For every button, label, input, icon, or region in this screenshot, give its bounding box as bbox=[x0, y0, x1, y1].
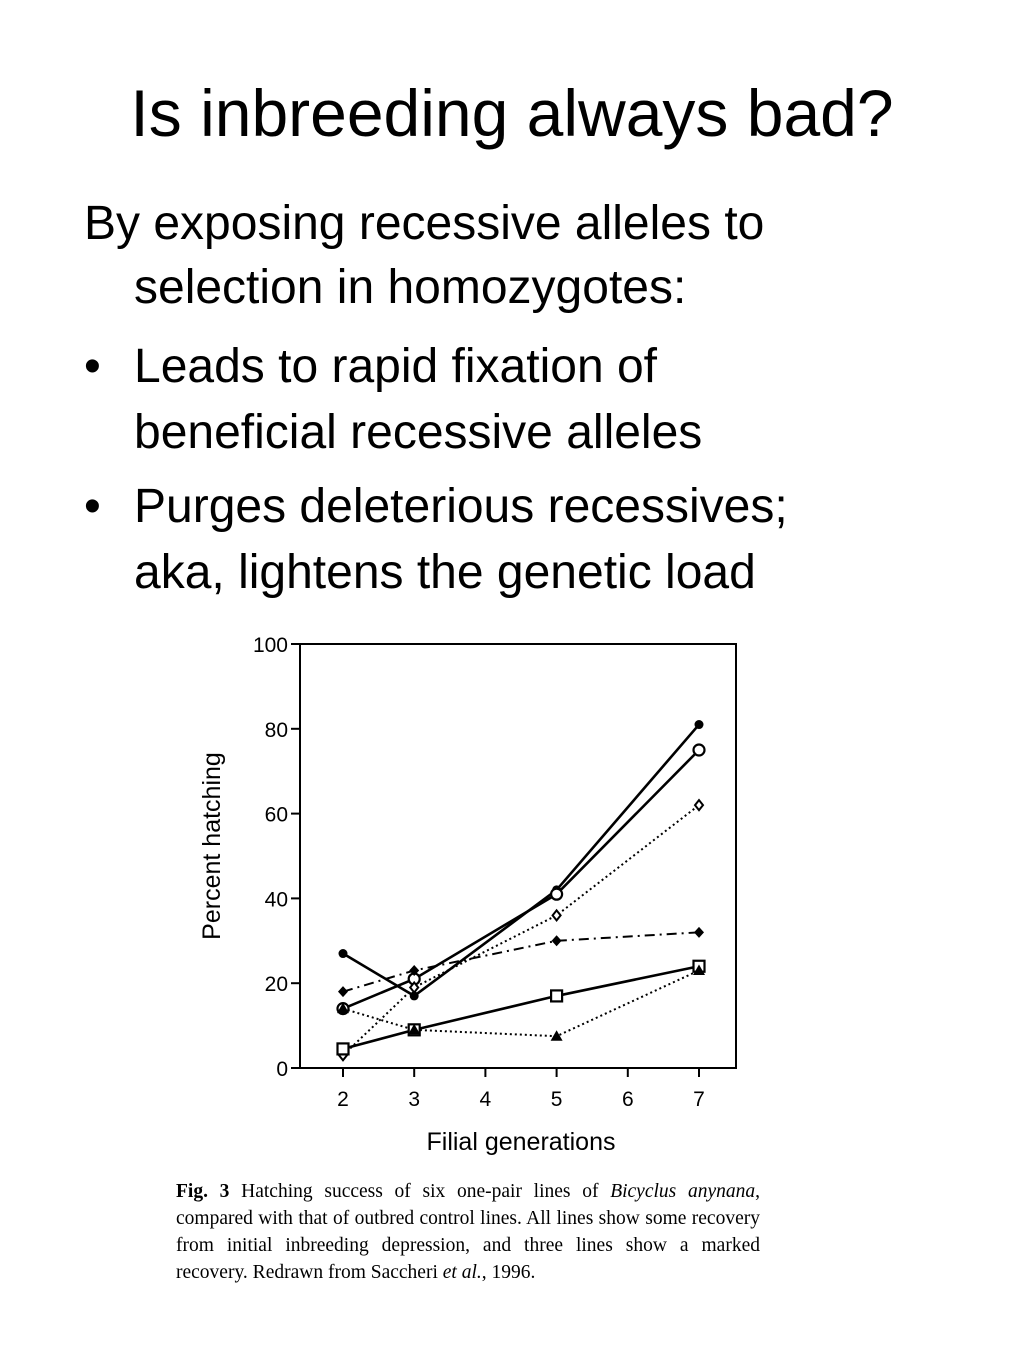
x-tick-label: 4 bbox=[479, 1088, 492, 1111]
bullet-text: Purges deleterious recessives; aka, lightens the genetic load bbox=[134, 480, 788, 599]
filled-diamond-marker bbox=[694, 927, 704, 938]
filled-triangle-marker bbox=[551, 1030, 563, 1041]
filled-dot-marker bbox=[339, 949, 348, 958]
x-tick-label: 6 bbox=[621, 1088, 634, 1111]
caption-genus: Bicyclus anynana bbox=[610, 1181, 756, 1202]
intro-line-2: selection in homozygotes: bbox=[134, 261, 687, 314]
y-axis-label: Percent hatching bbox=[198, 752, 226, 940]
caption-etal: et al. bbox=[442, 1262, 482, 1283]
open-diamond-marker bbox=[695, 800, 703, 810]
figure-caption bbox=[176, 1178, 760, 1286]
bullet-text: Leads to rapid fixation of beneficial recessive alleles bbox=[134, 340, 703, 459]
y-tick-label: 40 bbox=[264, 888, 288, 912]
series-line-5 bbox=[343, 966, 699, 1049]
caption-text-2: , compared with that of outbred control lines. All lines show some recovery from initial inbreeding depression, and three lines show a marked recovery. Redrawn from Saccheri bbox=[176, 1181, 760, 1283]
y-tick-label: 20 bbox=[264, 973, 288, 997]
open-circle-marker bbox=[551, 889, 562, 900]
filled-diamond-marker bbox=[552, 935, 562, 946]
x-tick-label: 2 bbox=[337, 1088, 349, 1111]
open-square-marker bbox=[551, 990, 562, 1001]
filled-dot-marker bbox=[695, 720, 704, 729]
x-tick-label: 3 bbox=[408, 1088, 421, 1111]
series-line-3 bbox=[343, 805, 699, 1055]
bullet-icon: • bbox=[84, 340, 101, 393]
y-tick-label: 60 bbox=[264, 803, 288, 827]
bullet-item bbox=[84, 474, 984, 606]
caption-end: , 1996. bbox=[481, 1262, 536, 1283]
y-tick-label: 0 bbox=[276, 1058, 288, 1081]
x-axis-label: Filial generations bbox=[426, 1128, 616, 1156]
caption-label: Fig. 3 bbox=[176, 1181, 230, 1202]
series-line-1 bbox=[343, 725, 699, 996]
intro-text bbox=[84, 192, 964, 320]
bullet-icon: • bbox=[84, 480, 101, 533]
series-line-2 bbox=[343, 750, 699, 1009]
x-tick-label: 5 bbox=[550, 1088, 563, 1111]
slide-title: Is inbreeding always bad? bbox=[130, 76, 894, 150]
open-circle-marker bbox=[694, 745, 705, 756]
y-tick-label: 100 bbox=[252, 634, 288, 657]
caption-text: Hatching success of six one-pair lines of bbox=[229, 1181, 611, 1202]
filled-diamond-marker bbox=[338, 986, 348, 997]
open-diamond-marker bbox=[553, 910, 561, 920]
bullet-list bbox=[84, 334, 984, 614]
y-tick-label: 80 bbox=[264, 718, 288, 742]
open-square-marker bbox=[338, 1043, 349, 1054]
hatching-chart bbox=[0, 620, 1024, 1160]
intro-line-1: By exposing recessive alleles to bbox=[84, 197, 765, 250]
x-tick-label: 7 bbox=[693, 1088, 705, 1111]
series-line-4 bbox=[343, 932, 699, 991]
bullet-item bbox=[84, 334, 984, 466]
